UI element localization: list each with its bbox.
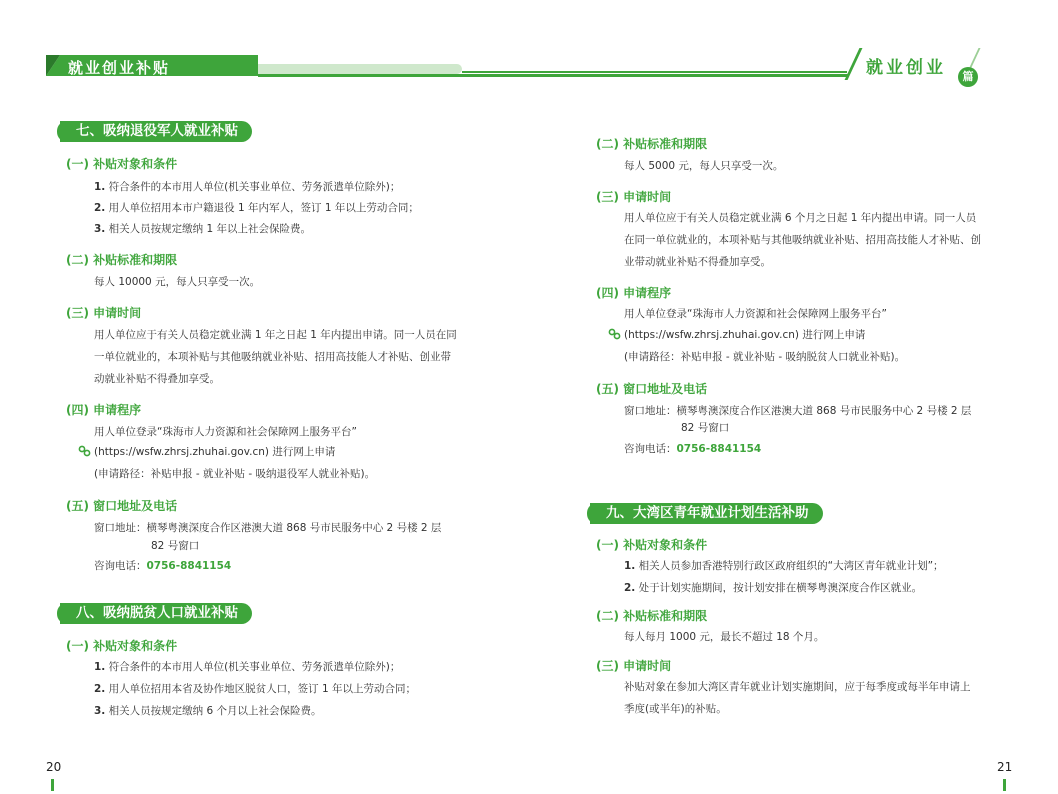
header-rule-thin — [462, 71, 847, 73]
address-line: 窗口地址：横琴粤澳深度合作区港澳大道 868 号市民服务中心 2 号楼 2 层 — [94, 522, 442, 534]
subsection-title: (五) 窗口地址及电话 — [596, 382, 708, 396]
subsection-title: (四) 申请程序 — [596, 286, 672, 300]
body-text: 在同一单位就业的，本项补贴与其他吸纳就业补贴、招用高技能人才补贴、创 — [624, 234, 981, 246]
body-text: 季度(或半年)的补贴。 — [624, 703, 727, 715]
list-item: 1. 符合条件的本市用人单位(机关事业单位、劳务派遣单位除外)； — [94, 181, 401, 193]
page-number: 21 — [997, 760, 1013, 774]
page-number: 20 — [46, 760, 62, 774]
page-marker — [51, 779, 54, 791]
link-icon — [608, 328, 622, 340]
body-text: 业带动就业补贴不得叠加享受。 — [624, 256, 771, 268]
phone-line: 咨询电话：0756-8841154 — [94, 560, 232, 572]
subsection-title: (三) 申请时间 — [596, 659, 672, 673]
page-marker — [1003, 779, 1006, 791]
list-item: 1. 符合条件的本市用人单位(机关事业单位、劳务派遣单位除外)； — [94, 661, 401, 673]
section-title-7: 七、吸纳退役军人就业补贴 — [60, 121, 252, 142]
header-rule — [258, 74, 848, 77]
link-line[interactable]: (https://wsfw.zhrsj.zhuhai.gov.cn) 进行网上申请 — [78, 444, 335, 459]
header-left-tail — [250, 64, 462, 74]
body-text: 用人单位应于有关人员稳定就业满 6 个月之日起 1 年内提出申请。同一人员 — [624, 212, 977, 224]
subsection-title: (五) 窗口地址及电话 — [66, 499, 178, 513]
subsection-title: (二) 补贴标准和期限 — [596, 137, 708, 151]
body-text: 每人 10000 元，每人只享受一次。 — [94, 276, 261, 288]
body-text: 动就业补贴不得叠加享受。 — [94, 373, 220, 385]
body-text: 用人单位登录“珠海市人力资源和社会保障网上服务平台” — [624, 308, 887, 320]
subsection-title: (三) 申请时间 — [596, 190, 672, 204]
list-item: 2. 用人单位招用本市户籍退役 1 年内军人，签订 1 年以上劳动合同； — [94, 202, 419, 214]
body-text: 用人单位应于有关人员稳定就业满 1 年之日起 1 年内提出申请。同一人员在同 — [94, 329, 457, 341]
list-item: 2. 处于计划实施期间，按计划安排在横琴粤澳深度合作区就业。 — [624, 582, 923, 594]
subsection-title: (三) 申请时间 — [66, 306, 142, 320]
list-item: 3. 相关人员按规定缴纳 6 个月以上社会保险费。 — [94, 705, 322, 717]
header-right-slash — [845, 48, 863, 80]
section-title-9: 九、大湾区青年就业计划生活补助 — [590, 503, 823, 524]
link-line[interactable]: (https://wsfw.zhrsj.zhuhai.gov.cn) 进行网上申请 — [608, 327, 865, 342]
subsection-title: (一) 补贴对象和条件 — [596, 538, 708, 552]
body-text: 每人每月 1000 元，最长不超过 18 个月。 — [624, 631, 825, 643]
subsection-title: (二) 补贴标准和期限 — [596, 609, 708, 623]
body-text: (申请路径：补贴申报 - 就业补贴 - 吸纳脱贫人口就业补贴)。 — [624, 351, 906, 363]
header-right-badge: 篇 — [958, 67, 978, 87]
header-left-title: 就业创业补贴 — [68, 59, 171, 77]
list-item: 2. 用人单位招用本省及协作地区脱贫人口，签订 1 年以上劳动合同； — [94, 683, 416, 695]
phone-number: 0756-8841154 — [676, 443, 762, 455]
list-item: 1. 相关人员参加香港特别行政区政府组织的“大湾区青年就业计划”； — [624, 560, 944, 572]
body-text: 每人 5000 元，每人只享受一次。 — [624, 160, 784, 172]
subsection-title: (一) 补贴对象和条件 — [66, 157, 178, 171]
header-right-title: 就业创业 — [866, 58, 946, 78]
body-text: 一单位就业的，本项补贴与其他吸纳就业补贴、招用高技能人才补贴、创业带 — [94, 351, 451, 363]
subsection-title: (四) 申请程序 — [66, 403, 142, 417]
address-line: 82 号窗口 — [151, 540, 200, 552]
body-text: (申请路径：补贴申报 - 就业补贴 - 吸纳退役军人就业补贴)。 — [94, 468, 376, 480]
phone-line: 咨询电话：0756-8841154 — [624, 443, 762, 455]
subsection-title: (二) 补贴标准和期限 — [66, 253, 178, 267]
list-item: 3. 相关人员按规定缴纳 1 年以上社会保险费。 — [94, 223, 311, 235]
section-title-8: 八、吸纳脱贫人口就业补贴 — [60, 603, 252, 624]
address-line: 窗口地址：横琴粤澳深度合作区港澳大道 868 号市民服务中心 2 号楼 2 层 — [624, 405, 972, 417]
link-icon — [78, 445, 92, 457]
body-text: 补贴对象在参加大湾区青年就业计划实施期间，应于每季度或每半年申请上 — [624, 681, 971, 693]
address-line: 82 号窗口 — [681, 422, 730, 434]
phone-number: 0756-8841154 — [146, 560, 232, 572]
body-text: 用人单位登录“珠海市人力资源和社会保障网上服务平台” — [94, 426, 357, 438]
subsection-title: (一) 补贴对象和条件 — [66, 639, 178, 653]
